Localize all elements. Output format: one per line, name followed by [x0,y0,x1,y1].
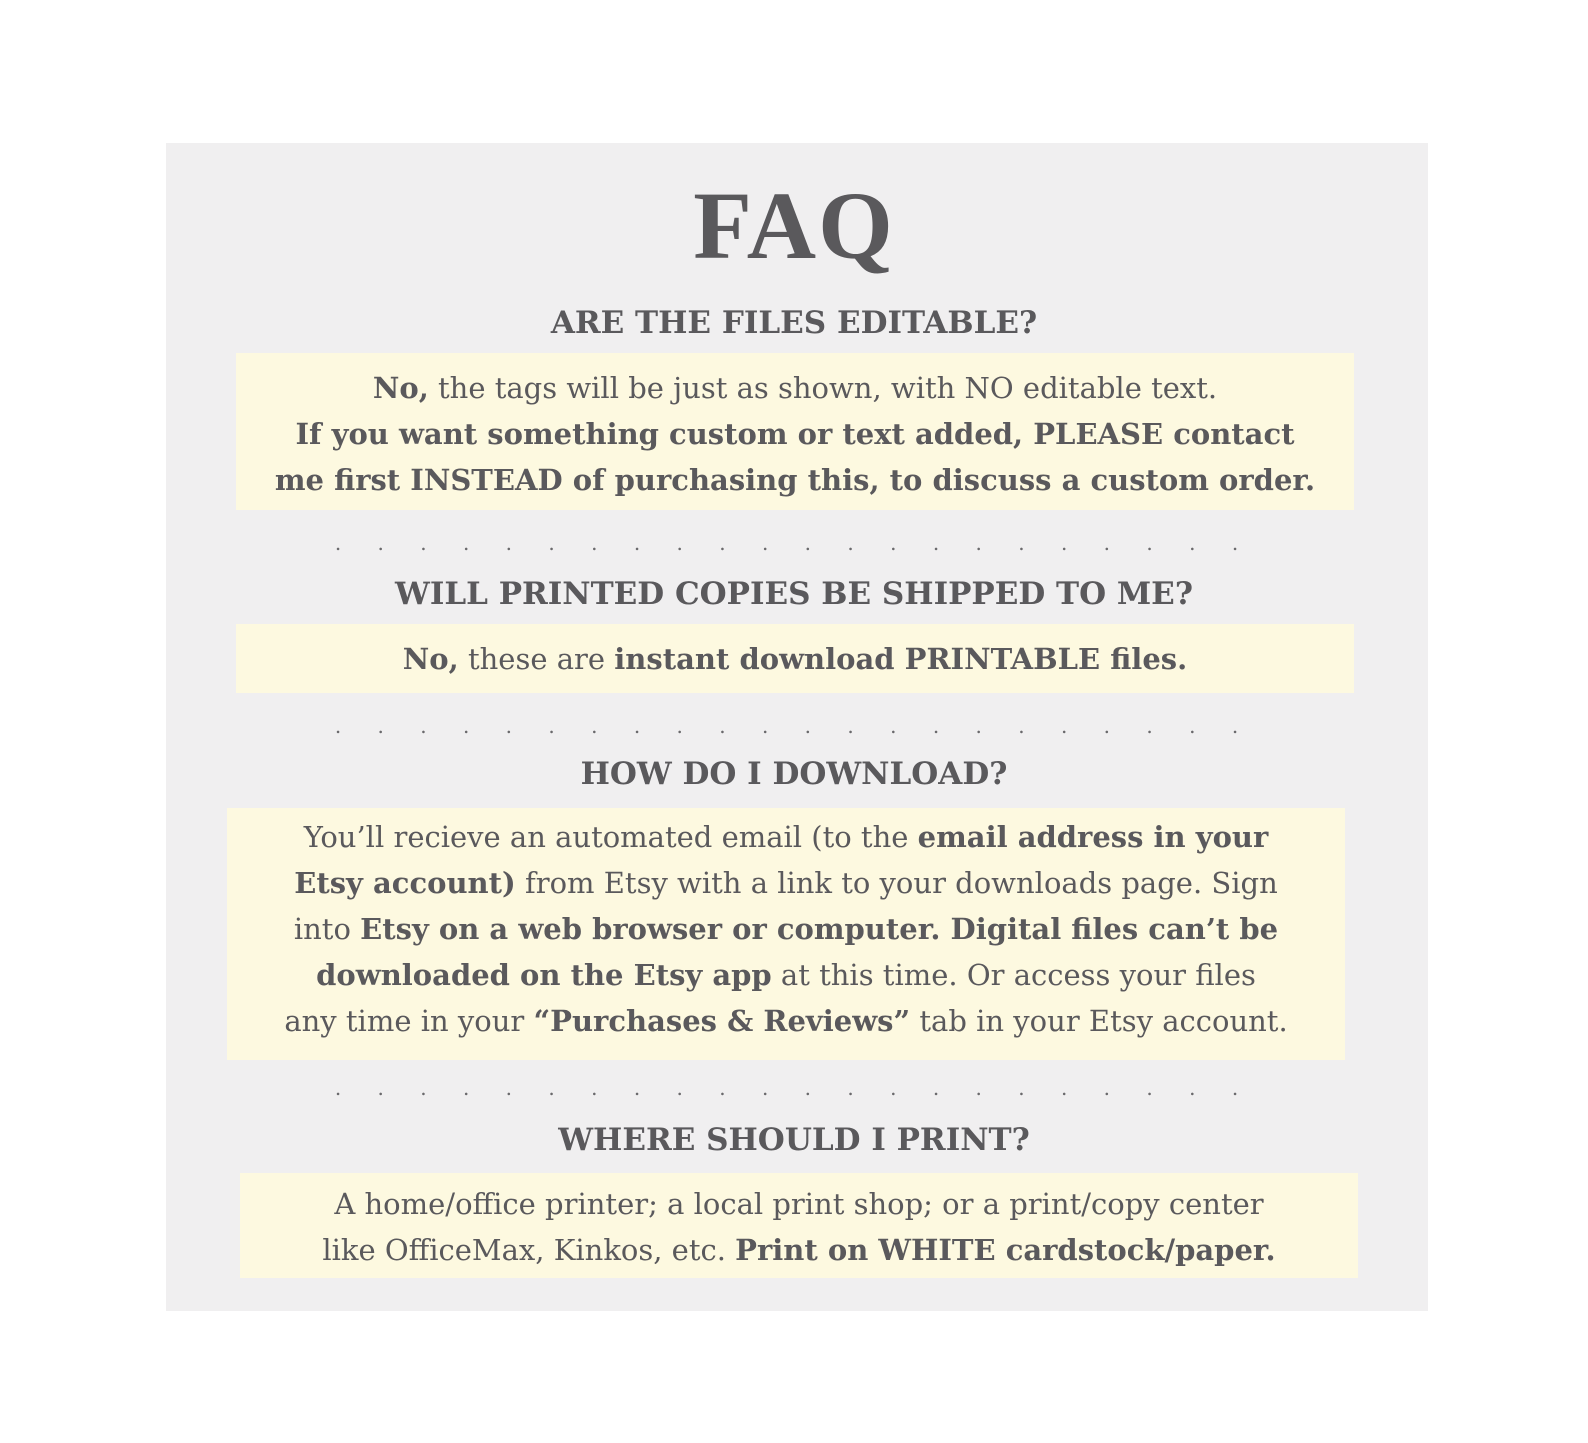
answer-text: A home/office printer; a local print shop; or a print/copy center [334,1187,1264,1221]
answer-line [236,411,1354,457]
answer-line [240,1181,1358,1227]
answer-bold-text: downloaded on the Etsy app [316,958,772,992]
dotted-divider: . . . . . . . . . . . . . . . . . . . . . . [334,714,1254,738]
faq-question-shipping: WILL PRINTED COPIES BE SHIPPED TO ME? [395,576,1193,612]
faq-question-editable: ARE THE FILES EDITABLE? [550,305,1038,341]
answer-text: from Etsy with a link to your downloads page. Sign [515,866,1278,900]
answer-bold-text: email address in your [917,820,1269,854]
answer-bold-text: No, [372,371,429,405]
answer-line [227,906,1345,952]
answer-line [227,998,1345,1044]
dotted-divider: . . . . . . . . . . . . . . . . . . . . . . [334,531,1254,555]
answer-line [236,365,1354,411]
answer-bold-text: Etsy on a web browser or computer. Digital files can’t be [360,912,1279,946]
answer-bold-text: me first INSTEAD of purchasing this, to discuss a custom order. [274,463,1316,497]
answer-line [227,860,1345,906]
answer-bold-text: instant download PRINTABLE files. [614,642,1188,676]
faq-answer-editable [236,353,1354,510]
dotted-divider: . . . . . . . . . . . . . . . . . . . . . . [334,1076,1254,1100]
answer-bold-text: No, [402,642,459,676]
answer-text: at this time. Or access your files [771,958,1256,992]
faq-question-download: HOW DO I DOWNLOAD? [580,756,1008,792]
answer-line [227,952,1345,998]
faq-answer-shipping [236,624,1354,693]
faq-answer-print [240,1173,1358,1278]
answer-text: any time in your [284,1004,534,1038]
faq-answer-download [227,808,1345,1060]
answer-bold-text: Print on WHITE cardstock/paper. [735,1233,1276,1267]
faq-question-print: WHERE SHOULD I PRINT? [558,1122,1030,1158]
answer-line [236,636,1354,682]
faq-title: FAQ [693,172,895,279]
answer-line [240,1227,1358,1273]
answer-text: You’ll recieve an automated email (to the [303,820,918,854]
answer-text: like OfficeMax, Kinkos, etc. [322,1233,736,1267]
answer-text: tab in your Etsy account. [910,1004,1288,1038]
answer-text: these are [458,642,615,676]
answer-text: into [293,912,361,946]
answer-bold-text: Etsy account) [294,866,516,900]
answer-bold-text: If you want something custom or text added, PLEASE contact [295,417,1295,451]
answer-line [227,814,1345,860]
answer-text: the tags will be just as shown, with NO editable text. [428,371,1218,405]
answer-line [236,457,1354,503]
answer-bold-text: “Purchases & Reviews” [533,1004,911,1038]
